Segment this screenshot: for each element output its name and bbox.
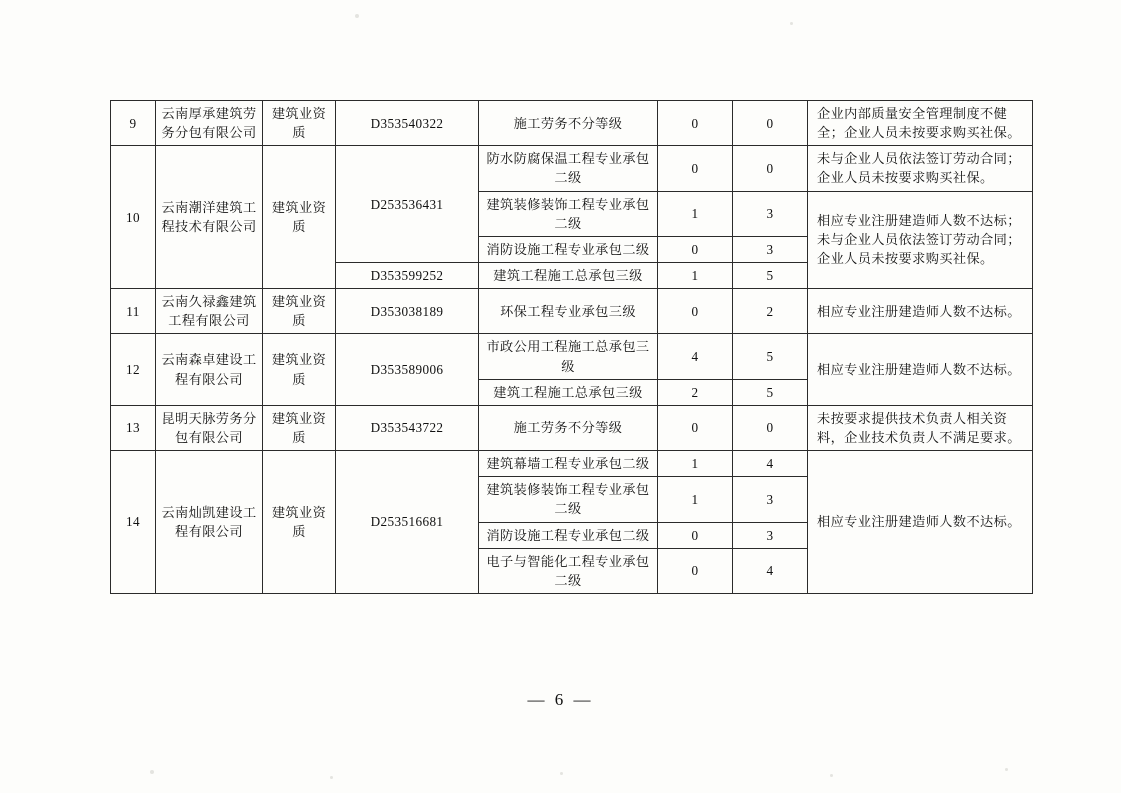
qualification-table (110, 100, 1033, 594)
qualification-scope: 防水防腐保温工程专业承包二级 (479, 146, 658, 191)
scan-speck (1005, 768, 1008, 771)
qualification-scope: 施工劳务不分等级 (479, 405, 658, 450)
required-count: 2 (733, 289, 808, 334)
issue-description: 相应专业注册建造师人数不达标。 (808, 334, 1033, 405)
certificate-number: D353589006 (336, 334, 479, 405)
registered-count: 0 (658, 146, 733, 191)
required-count: 3 (733, 477, 808, 522)
company-name: 云南久禄鑫建筑工程有限公司 (156, 289, 263, 334)
qualification-scope: 消防设施工程专业承包二级 (479, 522, 658, 548)
required-count: 5 (733, 379, 808, 405)
required-count: 0 (733, 101, 808, 146)
row-number: 14 (111, 451, 156, 594)
registered-count: 0 (658, 405, 733, 450)
qualification-type: 建筑业资质 (263, 451, 336, 594)
issue-description: 相应专业注册建造师人数不达标；未与企业人员依法签订劳动合同；企业人员未按要求购买社保。 (808, 191, 1033, 289)
table-row (111, 405, 1033, 450)
qualification-type: 建筑业资质 (263, 289, 336, 334)
scan-speck (330, 776, 333, 779)
certificate-number: D353543722 (336, 405, 479, 450)
issue-description: 未按要求提供技术负责人相关资料，企业技术负责人不满足要求。 (808, 405, 1033, 450)
company-name: 云南森卓建设工程有限公司 (156, 334, 263, 405)
registered-count: 1 (658, 477, 733, 522)
scan-speck (150, 770, 154, 774)
table-row (111, 451, 1033, 477)
certificate-number: D253536431 (336, 146, 479, 263)
required-count: 3 (733, 522, 808, 548)
qualification-type: 建筑业资质 (263, 146, 336, 289)
qualification-scope: 施工劳务不分等级 (479, 101, 658, 146)
qualification-scope: 建筑幕墙工程专业承包二级 (479, 451, 658, 477)
row-number: 11 (111, 289, 156, 334)
required-count: 5 (733, 334, 808, 379)
registered-count: 0 (658, 101, 733, 146)
scan-speck (790, 22, 793, 25)
row-number: 12 (111, 334, 156, 405)
registered-count: 0 (658, 522, 733, 548)
required-count: 4 (733, 451, 808, 477)
qualification-type: 建筑业资质 (263, 101, 336, 146)
table-row (111, 334, 1033, 379)
qualification-type: 建筑业资质 (263, 334, 336, 405)
issue-description: 未与企业人员依法签订劳动合同；企业人员未按要求购买社保。 (808, 146, 1033, 191)
required-count: 5 (733, 262, 808, 288)
row-number: 13 (111, 405, 156, 450)
qualification-scope: 市政公用工程施工总承包三级 (479, 334, 658, 379)
required-count: 3 (733, 236, 808, 262)
qualification-scope: 电子与智能化工程专业承包二级 (479, 548, 658, 593)
company-name: 昆明天脉劳务分包有限公司 (156, 405, 263, 450)
registered-count: 0 (658, 236, 733, 262)
required-count: 0 (733, 146, 808, 191)
table-row (111, 289, 1033, 334)
qualification-scope: 消防设施工程专业承包二级 (479, 236, 658, 262)
company-name: 云南灿凯建设工程有限公司 (156, 451, 263, 594)
registered-count: 2 (658, 379, 733, 405)
page-number: — 6 — (527, 690, 594, 709)
company-name: 云南厚承建筑劳务分包有限公司 (156, 101, 263, 146)
issue-description: 相应专业注册建造师人数不达标。 (808, 451, 1033, 594)
qualification-scope: 建筑工程施工总承包三级 (479, 262, 658, 288)
scan-speck (355, 14, 359, 18)
qualification-scope: 建筑工程施工总承包三级 (479, 379, 658, 405)
table-row (111, 101, 1033, 146)
required-count: 0 (733, 405, 808, 450)
row-number: 10 (111, 146, 156, 289)
qualification-scope: 环保工程专业承包三级 (479, 289, 658, 334)
certificate-number: D353038189 (336, 289, 479, 334)
company-name: 云南潮洋建筑工程技术有限公司 (156, 146, 263, 289)
required-count: 3 (733, 191, 808, 236)
qualification-scope: 建筑装修装饰工程专业承包二级 (479, 191, 658, 236)
qualification-scope: 建筑装修装饰工程专业承包二级 (479, 477, 658, 522)
registered-count: 1 (658, 451, 733, 477)
registered-count: 1 (658, 262, 733, 288)
certificate-number: D353540322 (336, 101, 479, 146)
issue-description: 企业内部质量安全管理制度不健全；企业人员未按要求购买社保。 (808, 101, 1033, 146)
certificate-number: D253516681 (336, 451, 479, 594)
registered-count: 4 (658, 334, 733, 379)
registered-count: 0 (658, 548, 733, 593)
registered-count: 1 (658, 191, 733, 236)
scan-speck (560, 772, 563, 775)
certificate-number: D353599252 (336, 262, 479, 288)
qualification-type: 建筑业资质 (263, 405, 336, 450)
required-count: 4 (733, 548, 808, 593)
scan-speck (830, 774, 833, 777)
issue-description: 相应专业注册建造师人数不达标。 (808, 289, 1033, 334)
table-row (111, 146, 1033, 191)
row-number: 9 (111, 101, 156, 146)
registered-count: 0 (658, 289, 733, 334)
